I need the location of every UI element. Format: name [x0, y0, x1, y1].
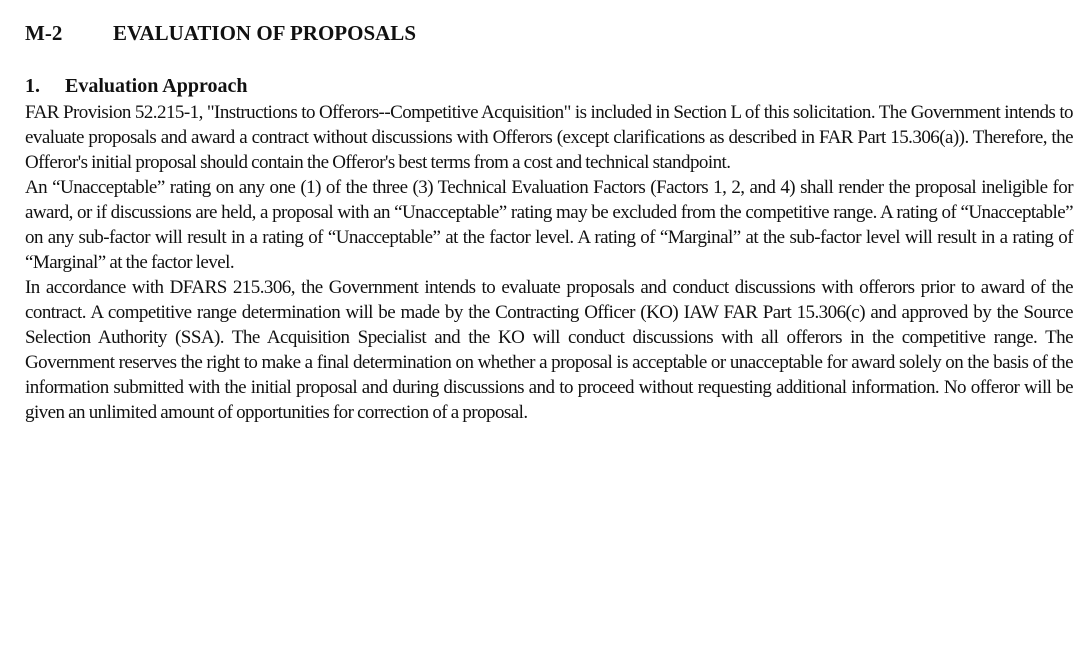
paragraph-dfars-discussions: In accordance with DFARS 215.306, the Government intends to evaluate proposals and conduct discussions with offerors prior to award of the contract. A competitive range determination will be made by the Contracting Officer (KO) IAW FAR Part 15.306(c) and approved by the Source Selection Authority (SSA). The Acquisition Specialist and the KO will conduct discussions with all offerors in the competitive range. The Government reserves the right to make a final determination on whether a proposal is acceptable or unacceptable for award solely on the basis of the information submitted with the initial proposal and during discussions and to proceed without requesting additional information. No offeror will be given an unlimited amount of opportunities for correction of a proposal. — [25, 277, 1073, 423]
paragraph-far-provision: FAR Provision 52.215-1, "Instructions to Offerors--Competitive Acquisition" is included in Section L of this solicitation. The Government intends to evaluate proposals and award a contract without discussions with Offerors (except clarifications as described in FAR Part 15.306(a)). Therefore, the Offeror's initial proposal should contain the Offeror's best terms from a cost and technical standpoint. — [25, 102, 1073, 173]
section-heading — [25, 18, 1073, 48]
document-page — [25, 18, 1073, 425]
section-number: M-2 — [25, 21, 63, 45]
subsection-heading — [25, 72, 1073, 100]
section-title: EVALUATION OF PROPOSALS — [113, 21, 416, 45]
paragraph-unacceptable-rating: An “Unacceptable” rating on any one (1) of the three (3) Technical Evaluation Factors (Factors 1, 2, and 4) shall render the proposal ineligible for award, or if discussions are held, a proposal with an “Unacceptable” rating may be excluded from the competitive range. A rating of “Unacceptable” on any sub-factor will result in a rating of “Unacceptable” at the factor level. A rating of “Marginal” at the sub-factor level will result in a rating of “Marginal” at the factor level. — [25, 177, 1073, 273]
subsection-number: 1. — [25, 75, 40, 97]
subsection-title: Evaluation Approach — [65, 75, 248, 97]
